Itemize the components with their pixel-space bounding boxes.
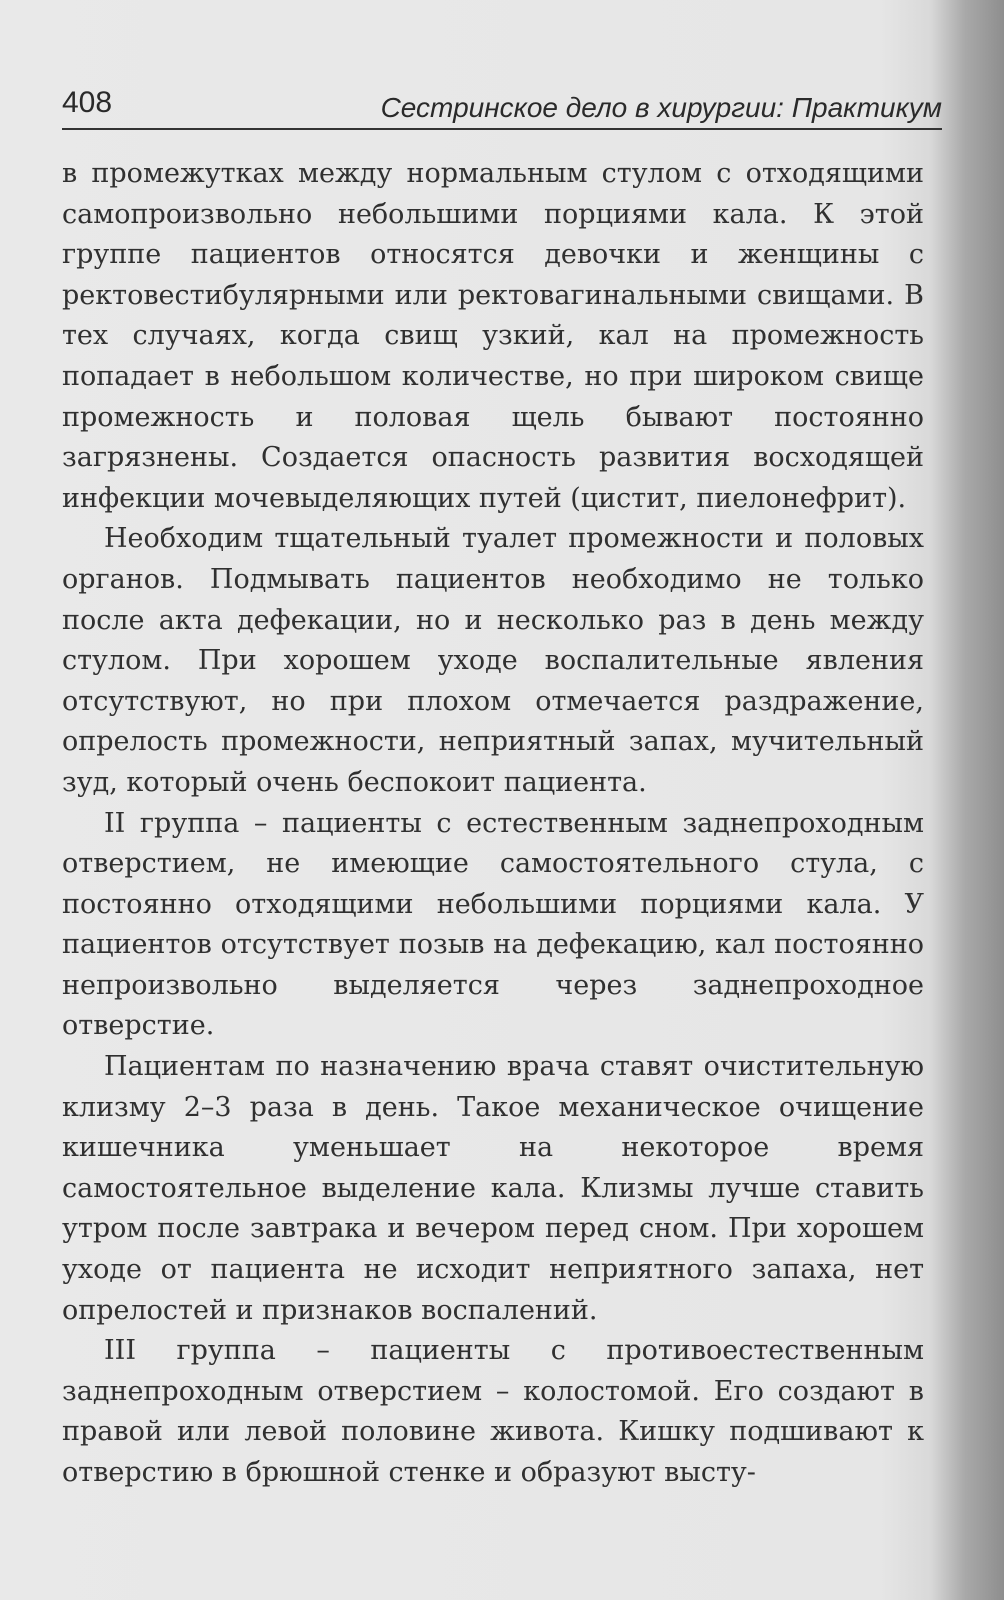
page-header <box>62 86 942 134</box>
paragraph-continued: в промежутках между нормальным стулом с отходящими самопроизвольно небольшими порциями кала. К этой группе пациентов относятся девочки и женщины с ректовестибулярными или ректовагинальными свищами. В тех случаях, когда свищ узкий, кал на промежность попадает в небольшом количестве, но при широком свище промежность и половая щель бывают постоянно загрязнены. Создается опасность развития восходящей инфекции мочевыделяющих путей (цистит, пиелонефрит). <box>62 158 924 514</box>
paragraph-group-3: III группа – пациенты с противоестественным заднепроходным отверстием – колостомой. Его создают в правой или левой половине живота. Кишку подшивают к отверстию в брюшной стенке и образуют высту- <box>62 1335 924 1488</box>
running-title: Сестринское дело в хирургии: Практикум <box>380 92 942 123</box>
header-divider <box>62 128 942 130</box>
paragraph-enema: Пациентам по назначению врача ставят очистительную клизму 2–3 раза в день. Такое механическое очищение кишечника уменьшает на некоторое время самостоятельное выделение кала. Клизмы лучше ставить утром после завтрака и вечером перед сном. При хорошем уходе от пациента не исходит неприятного запаха, нет опрелостей и признаков воспалений. <box>62 1051 924 1326</box>
page-number: 408 <box>62 86 113 119</box>
paragraph-group-2: II группа – пациенты с естественным заднепроходным отверстием, не имеющие самостоятельного стула, с постоянно отходящими небольшими порциями кала. У пациентов отсутствует позыв на дефекацию, кал постоянно непроизвольно выделяется через заднепроходное отверстие. <box>62 807 924 1042</box>
paragraph-hygiene: Необходим тщательный туалет промежности и половых органов. Подмывать пациентов необходимо не только после акта дефекации, но и несколько раз в день между стулом. При хорошем уходе воспалительные явления отсутствуют, но при плохом отмечается раздражение, опрелость промежности, неприятный запах, мучительный зуд, который очень беспокоит пациента. <box>62 523 924 798</box>
body-text <box>62 154 924 1494</box>
